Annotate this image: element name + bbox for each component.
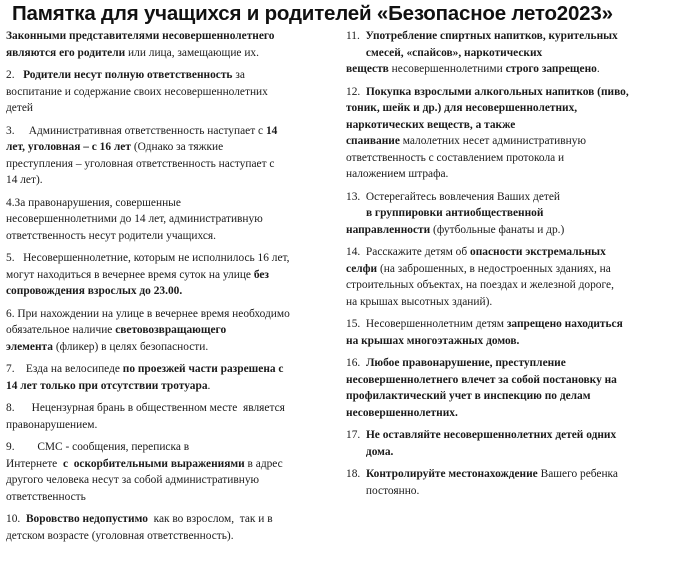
memo-item [346,355,680,421]
bold-text: Любое правонарушение, преступление [365,357,566,369]
text: ответственность [6,490,86,503]
bold-text: являются его родители [6,46,126,59]
text [346,207,366,219]
memo-item [6,400,334,433]
text: Интернете [6,457,63,470]
text: . [207,379,211,392]
memo-line [6,361,334,378]
text: 15. Несовершеннолетним детям [346,318,507,330]
text: могут находиться в вечернее время суток на улице [6,268,254,281]
bold-text: Родители несут полную ответственность [23,69,233,81]
text: постоянно. [346,484,420,497]
memo-line [346,372,680,389]
bold-text: лет, уголовная – с 16 лет [6,141,131,153]
memo-line [346,483,680,500]
bold-text: сопровождения взрослых до 23.00. [6,285,183,297]
memo-item [346,316,680,349]
bold-text: 14 лет только при отсутствии тротуара [6,379,208,392]
memo-item [346,244,680,310]
text: 3. Административная ответственность наступает с [6,124,266,137]
bold-text: строго запрещено [505,63,597,75]
memo-line [6,139,334,156]
bold-text: запрещено находиться [506,318,623,330]
memo-item [346,427,680,460]
bold-text: Воровство недопустимо [25,513,148,525]
text: 14. Расскажите детям об [346,246,471,258]
memo-item [6,250,334,300]
memo-line [6,100,334,117]
memo-line [346,45,680,62]
memo-line [6,439,334,456]
text: 7. Езда на велосипеде [6,363,123,375]
memo-line [346,444,680,461]
bold-text: элемента [6,340,53,353]
bold-text: веществ [346,63,389,75]
memo-line [346,117,680,134]
memo-line [6,28,334,45]
memo-line [346,277,680,294]
text: детском возрасте (уголовная ответственность). [6,529,234,542]
memo-item [346,466,680,499]
memo-line [346,316,680,333]
text: или лица, замещающие их. [125,46,259,59]
memo-line [6,456,334,473]
text: 6. При нахождении на улице в вечернее время необходимо [6,307,290,320]
memo-line [6,228,334,245]
memo-line [346,100,680,117]
text: ответственность несут родители учащихся. [6,229,216,242]
memo-line [6,472,334,489]
bold-text: Употребление спиртных напитков, курительных [365,30,618,42]
memo-line [346,189,680,206]
bold-text: селфи [346,262,378,275]
text: строительных объектах, на поездах и железной дороге, [346,279,614,291]
text: . [596,63,600,75]
bold-text: тоник, шейк и др.) для несовершеннолетних, [346,102,578,114]
text: 11. [346,30,366,42]
bold-text: направленности [346,223,431,236]
memo-line [346,244,680,261]
text: 18. [346,468,366,480]
text: 2. [6,69,24,81]
right-column [346,28,680,505]
memo-line [6,489,334,506]
text: 17. [346,429,366,441]
memo-line [346,133,680,150]
text: 14 лет). [6,174,43,186]
text: несовершеннолетними [388,63,506,75]
memo-line [346,355,680,372]
memo-line [6,172,334,189]
text: обязательное наличие [6,324,116,336]
bold-text: без [253,268,270,281]
text: несовершеннолетними до 14 лет, административную [6,213,263,225]
bold-text: Покупка взрослыми алкогольных напитков (пиво, [365,85,629,98]
text: 16. [346,357,366,369]
memo-item [6,511,334,544]
memo-line [346,261,680,278]
text: другого человека несут за собой административную [6,474,260,486]
memo-line [346,205,680,222]
memo-line [6,84,334,101]
bold-text: профилактический учет в инспекцию по делам [346,390,591,402]
memo-line [346,166,680,183]
memo-item [346,84,680,183]
bold-text: Не оставляйте несовершеннолетних детей одних [365,429,617,441]
bold-text: смесей, «спайсов», наркотических [346,46,543,59]
memo-line [346,405,680,422]
bold-text: дома. [346,445,394,458]
text: (на заброшенных, в недостроенных зданиях, на [377,262,611,275]
memo-line [346,150,680,167]
text: в адрес [244,457,283,470]
memo-line [346,61,680,78]
text: 10. [6,513,26,525]
bold-text: несовершеннолетних. [346,406,458,419]
bold-text: спаивание [346,135,400,147]
text: 12. [346,85,366,98]
memo-line [6,528,334,545]
bold-text: наркотических веществ, а также [346,118,516,131]
memo-item [6,361,334,394]
text: малолетних несет административную [399,135,586,147]
bold-text: Законными представителями несовершеннолетнего [6,30,275,42]
memo-item [6,439,334,505]
text: детей [6,102,33,114]
memo-item [346,28,680,78]
bold-text: в группировки антиобщественной [365,207,544,219]
memo-line [346,333,680,350]
text: на крышах высотных зданий). [346,295,493,308]
bold-text: Контролируйте местонахождение [365,468,538,480]
memo-line [6,378,334,395]
memo-line [6,306,334,323]
memo-line [6,339,334,356]
text: 13. Остерегайтесь вовлечения Ваших детей [346,190,561,203]
memo-line [6,250,334,267]
text: преступления – уголовная ответственность наступает с [6,157,275,170]
memo-item [6,67,334,117]
text: (Однако за тяжкие [130,141,224,153]
memo-item [346,189,680,239]
text: 4.За правонарушения, совершенные [6,196,181,209]
memo-item [6,28,334,61]
bold-text: опасности экстремальных [470,246,606,258]
memo-line [6,417,334,434]
memo-line [6,511,334,528]
memo-line [346,222,680,239]
memo-line [6,400,334,417]
text: наложением штрафа. [346,168,449,180]
bold-text: с оскорбительными выражениями [62,457,245,470]
text: 8. Нецензурная брань в общественном месте является [6,402,285,414]
memo-line [346,28,680,45]
text: (футбольные фанаты и др.) [430,223,565,236]
memo-line [6,195,334,212]
text: как во взрослом, так и в [147,513,273,525]
memo-line [6,67,334,84]
bold-text: световозвращающего [115,324,227,336]
memo-line [346,427,680,444]
memo-line [6,123,334,140]
text: ответственность с составлением протокола и [346,151,565,164]
memo-item [6,306,334,356]
memo-line [346,294,680,311]
memo-line [346,388,680,405]
text: воспитание и содержание своих несовершеннолетних [6,85,268,98]
left-column [6,28,334,550]
memo-line [6,267,334,284]
page-title: Памятка для учащихся и родителей «Безопасное лето2023» [12,2,613,25]
memo-line [6,45,334,62]
memo-item [6,123,334,189]
memo-line [346,84,680,101]
bold-text: 14 [265,124,278,137]
bold-text: на крышах многоэтажных домов. [346,334,520,347]
text: правонарушением. [6,418,98,431]
bold-text: несовершеннолетнего влечет за собой постановку на [346,373,617,386]
text: (фликер) в целях безопасности. [52,340,209,353]
memo-line [346,466,680,483]
text: за [232,69,245,81]
bold-text: по проезжей части разрешена с [122,363,284,375]
text: Вашего ребенка [537,468,618,480]
memo-line [6,156,334,173]
memo-line [6,283,334,300]
memo-line [6,322,334,339]
text: 5. Несовершеннолетние, которым не исполнилось 16 лет, [6,252,290,264]
memo-item [6,195,334,245]
text: 9. СМС - сообщения, переписка в [6,441,190,453]
memo-line [6,211,334,228]
